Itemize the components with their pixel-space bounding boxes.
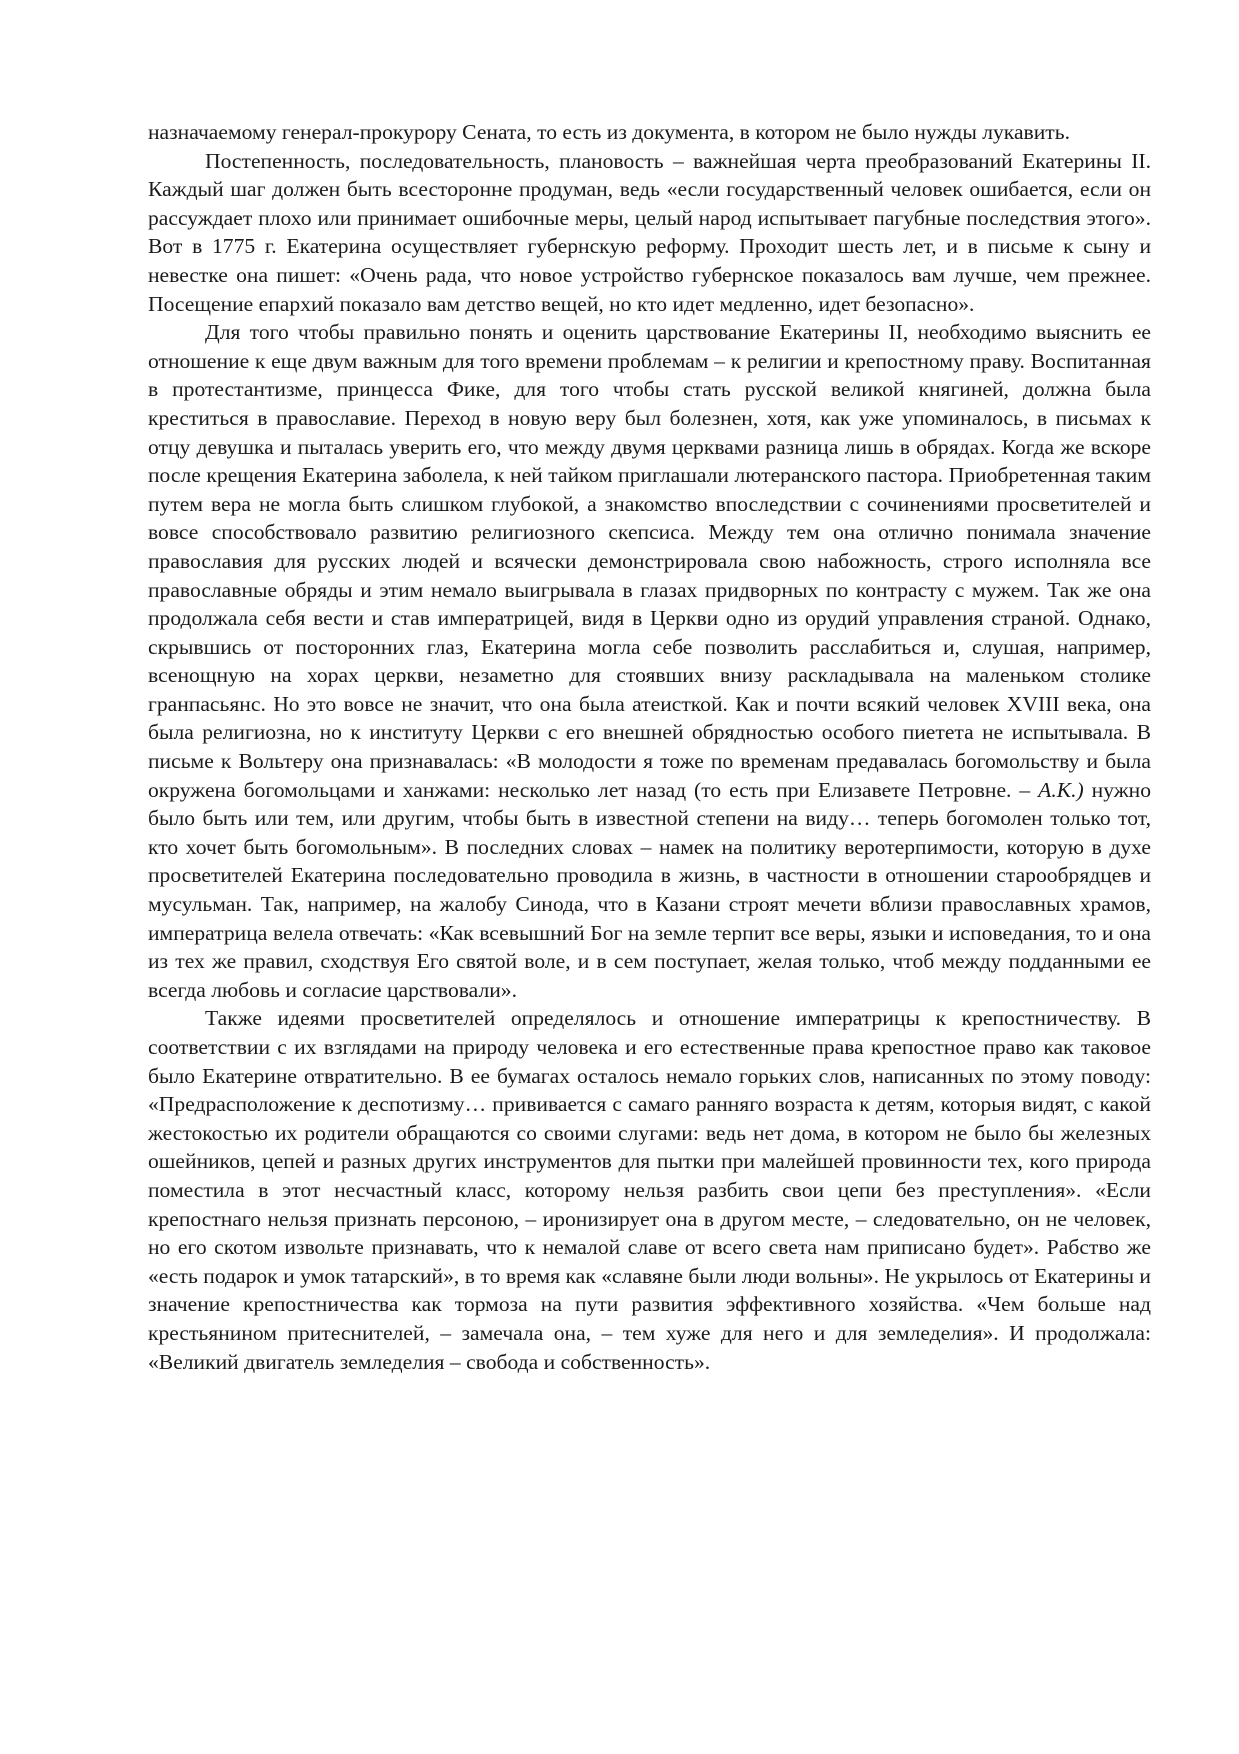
paragraph-3-text-a: Для того чтобы правильно понять и оценить царствование Екатерины II, необходимо выяснить ее отношение к еще двум важным для того времени проблемам – к религии и крепостному праву. Воспитанная в протестантизме, принцесса Фике, для того чтобы стать русской великой княгиней, должна была креститься в православие. Переход в новую веру был болезнен, хотя, как уже упоминалось, в письмах к отцу девушка и пыталась уверить его, что между двумя церквами разница лишь в обрядах. Когда же вскоре после крещения Екатерина заболела, к ней тайком приглашали лютеранского пастора. Приобретенная таким путем вера не могла быть слишком глубокой, а знакомство впоследствии с сочинениями просветителей и вовсе способствовало развитию религиозного скепсиса. Между тем она отлично понимала значение православия для русских людей и всячески демонстрировала свою набожность, строго исполняла все православные обряды и этим немало выигрывала в глазах придворных по контрасту с мужем. Так же она продолжала себя вести и став императрицей, видя в Церкви одно из орудий управления страной. Однако, скрывшись от посторонних глаз, Екатерина могла себе позволить расслабиться и, слушая, например, всенощную на хорах церкви, незаметно для стоявших внизу раскладывала на маленьком столике гранпасьянс. Но это вовсе не значит, что она была атеисткой. Как и почти всякий человек XVIII века, она была религиозна, но к институту Церкви с его внешней обрядностью особого пиетета не испытывала. В письме к Вольтеру она признавалась: «В молодости я тоже по временам предавалась богомольству и была окружена богомольцами и ханжами: несколько лет назад (то есть при Елизавете Петровне. – (148, 320, 1151, 802)
paragraph-3 (148, 318, 1151, 1004)
paragraph-1 (148, 118, 1151, 147)
paragraph-4-text: Также идеями просветителей определялось и отношение императрицы к крепостничеству. В соответствии с их взглядами на природу человека и его естественные права крепостное право как таковое было Екатерине отвратительно. В ее бумагах осталось немало горьких слов, написанных по этому поводу: «Предрасположение к деспотизму… прививается с самаго ранняго возраста к детям, которыя видят, с какой жестокостью их родители обращаются со своими слугами: ведь нет дома, в котором не было бы железных ошейников, цепей и разных других инструментов для пытки при малейшей провинности тех, кого природа поместила в этот несчастный класс, которому нельзя разбить свои цепи без преступления». «Если крепостнаго нельзя признать персоною, – иронизирует она в другом месте, – следовательно, он не человек, но его скотом извольте признавать, что к немалой славе от всего света нам приписано будет». Рабство же «есть подарок и умок татарский», в то время как «славяне были люди вольны». Не укрылось от Екатерины и значение крепостничества как тормоза на пути развития эффективного хозяйства. «Чем больше над крестьянином притеснителей, – замечала она, – тем хуже для него и для земледелия». И продолжала: «Великий двигатель земледелия – свобода и собственность». (148, 1006, 1151, 1374)
paragraph-2 (148, 147, 1151, 319)
author-initials: А.К.) (1038, 777, 1084, 802)
document-page (148, 118, 1151, 1376)
paragraph-2-text: Постепенность, последовательность, плановость – важнейшая черта преобразований Екатерины II. Каждый шаг должен быть всесторонне продуман, ведь «если государственный человек ошибается, если он рассуждает плохо или принимает ошибочные меры, целый народ испытывает пагубные последствия этого». Вот в 1775 г. Екатерина осуществляет губернскую реформу. Проходит шесть лет, и в письме к сыну и невестке она пишет: «Очень рада, что новое устройство губернское показалось вам лучше, чем прежнее. Посещение епархий показало вам детство вещей, но кто идет медленно, идет безопасно». (148, 148, 1151, 316)
paragraph-1-text: назначаемому генерал-прокурору Сената, то есть из документа, в котором не было нужды лукавить. (148, 120, 1070, 144)
paragraph-4 (148, 1004, 1151, 1376)
paragraph-3-text-b: нужно было быть или тем, или другим, чтобы быть в известной степени на виду… теперь богомолен только тот, кто хочет быть богомольным». В последних словах – намек на политику веротерпимости, которую в духе просветителей Екатерина последовательно проводила в жизнь, в частности в отношении старообрядцев и мусульман. Так, например, на жалобу Синода, что в Казани строят мечети вблизи православных храмов, императрица велела отвечать: «Как всевышний Бог на земле терпит все веры, языки и исповедания, то и она из тех же правил, сходствуя Его святой воле, и в сем поступает, желая только, чтоб между подданными ее всегда любовь и согласие царствовали». (148, 777, 1151, 1002)
